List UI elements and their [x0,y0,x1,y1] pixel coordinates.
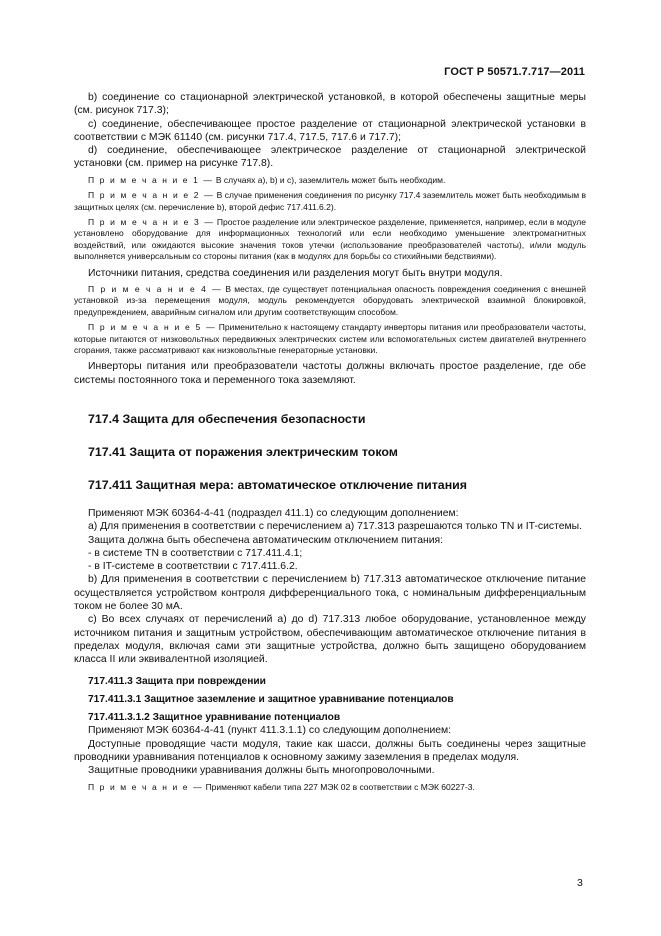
section-411-tn-system: - в системе TN в соответствии с 717.411.4.1; [88,547,303,559]
para-sources: Источники питания, средства соединения или разделения могут быть внутри модуля. [88,267,503,279]
subsection-chassis: Доступные проводящие части модуля, такие как шасси, должны быть соединены через защитные проводники уравнивания потенциалов к основному зажиму заземления в пределах модуля. [74,738,586,763]
note-text: Применяют кабели типа 227 МЭК 02 в соответствии с МЭК 60227-3. [203,781,475,792]
section-411-item-a: a) Для применения в соответствии с перечислением a) 717.313 разрешаются только TN и IT-системы. [88,521,583,533]
note-1 [74,175,586,186]
note-label: П р и м е ч а н и е 4 — [88,283,223,294]
note-label: П р и м е ч а н и е — [88,781,204,792]
section-411-it-system: - в IT-системе в соответствии с 717.411.6.2. [88,561,298,573]
note-3 [74,217,586,263]
note-text: В случаях a), b) и c), заземлитель может быть необходим. [213,174,446,185]
heading-717-411-3-1: 717.411.3.1 Защитное заземление и защитное уравнивание потенциалов [88,693,454,705]
section-411-intro: Применяют МЭК 60364-4-41 (подраздел 411.1) со следующим дополнением: [88,507,459,519]
intro-item-c: c) соединение, обеспечивающее простое разделение от стационарной электрической установки в соответствии с МЭК 61140 (см. рисунки 717.4, 717.5, 717.6 и 717.7); [74,118,586,143]
intro-item-d: d) соединение, обеспечивающее электрическое разделение от стационарной электрической установки (см. пример на рисунке 717.8). [74,145,586,170]
note-text: Применительно к настоящему стандарту инверторы питания или преобразователи частоты, которые питаются от низковольтных передвижных электрических систем или вспомогательных систем двигателей внутреннего сгорания, также рассматривают как низковольтные генераторные установки. [74,322,586,355]
intro-item-b: b) соединение со стационарной электрической установкой, в которой обеспечены защитные меры (см. рисунок 717.3); [74,92,586,117]
section-411-item-b: b) Для применения в соответствии с перечислением b) 717.313 автоматическое отключение питание осуществляется устройством контроля дифференциального тока, с номинальным дифференциальным током не более 30 мА. [74,574,586,613]
heading-717-411: 717.411 Защитная мера: автоматическое отключение питания [88,477,468,492]
page-number: 3 [577,877,583,889]
standard-header: ГОСТ Р 50571.7.717—2011 [444,66,585,78]
heading-717-411-3: 717.411.3 Защита при повреждении [88,675,266,687]
note-label: П р и м е ч а н и е 5 — [88,322,217,333]
note-label: П р и м е ч а н и е 3 — [88,217,215,227]
note-text: Простое разделение или электрическое разделение, применяется, например, если в модуле установлено оборудование для информационных технологий или если необходимо уменьшение электромагнитных воздействий, или ожидаются высокие значения токов утечки (использование преобразователей частоты), и/или модуль выполняется универсальным со стороны питания (как в модулях для борьбы со стихийными бедствиями). [74,217,586,262]
note-4 [74,284,586,318]
page-body [74,91,586,793]
subsection-conductors: Защитные проводники уравнивания должны быть многопроволочными. [88,765,435,777]
heading-717-41: 717.41 Защита от поражения электрическим током [88,444,398,459]
para-inverters: Инверторы питания или преобразователи частоты должны включать простое разделение, где обе системы постоянного тока и переменного тока заземляют. [74,361,586,386]
note-label: П р и м е ч а н и е 2 — [88,190,215,201]
note-text: В случае применения соединения по рисунку 717.4 заземлитель может быть необходимым в защитных целях (см. перечисление b), второй дефис 717.411.6.2). [74,190,586,212]
note-label: П р и м е ч а н и е 1 — [88,174,214,185]
note-5 [74,322,586,356]
note-2 [74,190,586,213]
heading-717-411-3-1-2: 717.411.3.1.2 Защитное уравнивание потенциалов [88,712,341,724]
subsection-intro: Применяют МЭК 60364-4-41 (пункт 411.3.1.1) со следующим дополнением: [88,725,452,737]
note-cables [74,782,586,793]
heading-717-4: 717.4 Защита для обеспечения безопасности [88,411,366,426]
section-411-auto-disconnect: Защита должна быть обеспечена автоматическим отключением питания: [88,534,444,546]
section-411-item-c: c) Во всех случаях от перечислений a) до d) 717.313 любое оборудование, установленное между источником питания и защитным устройством, обеспечивающим автоматическое отключение питания в пределах модуля, включая сами эти защитные устройства, должно быть защищено оборудованием класса II или эквивалентной изоляцией. [74,614,586,666]
note-text: В местах, где существует потенциальная опасность повреждения соединения с внешней установкой из-за перемещения модуля, модуль рекомендуется оборудовать электрической взаимной блокировкой, предупреждением, аварийным сигналом или другим соответствующим способом. [74,283,586,317]
